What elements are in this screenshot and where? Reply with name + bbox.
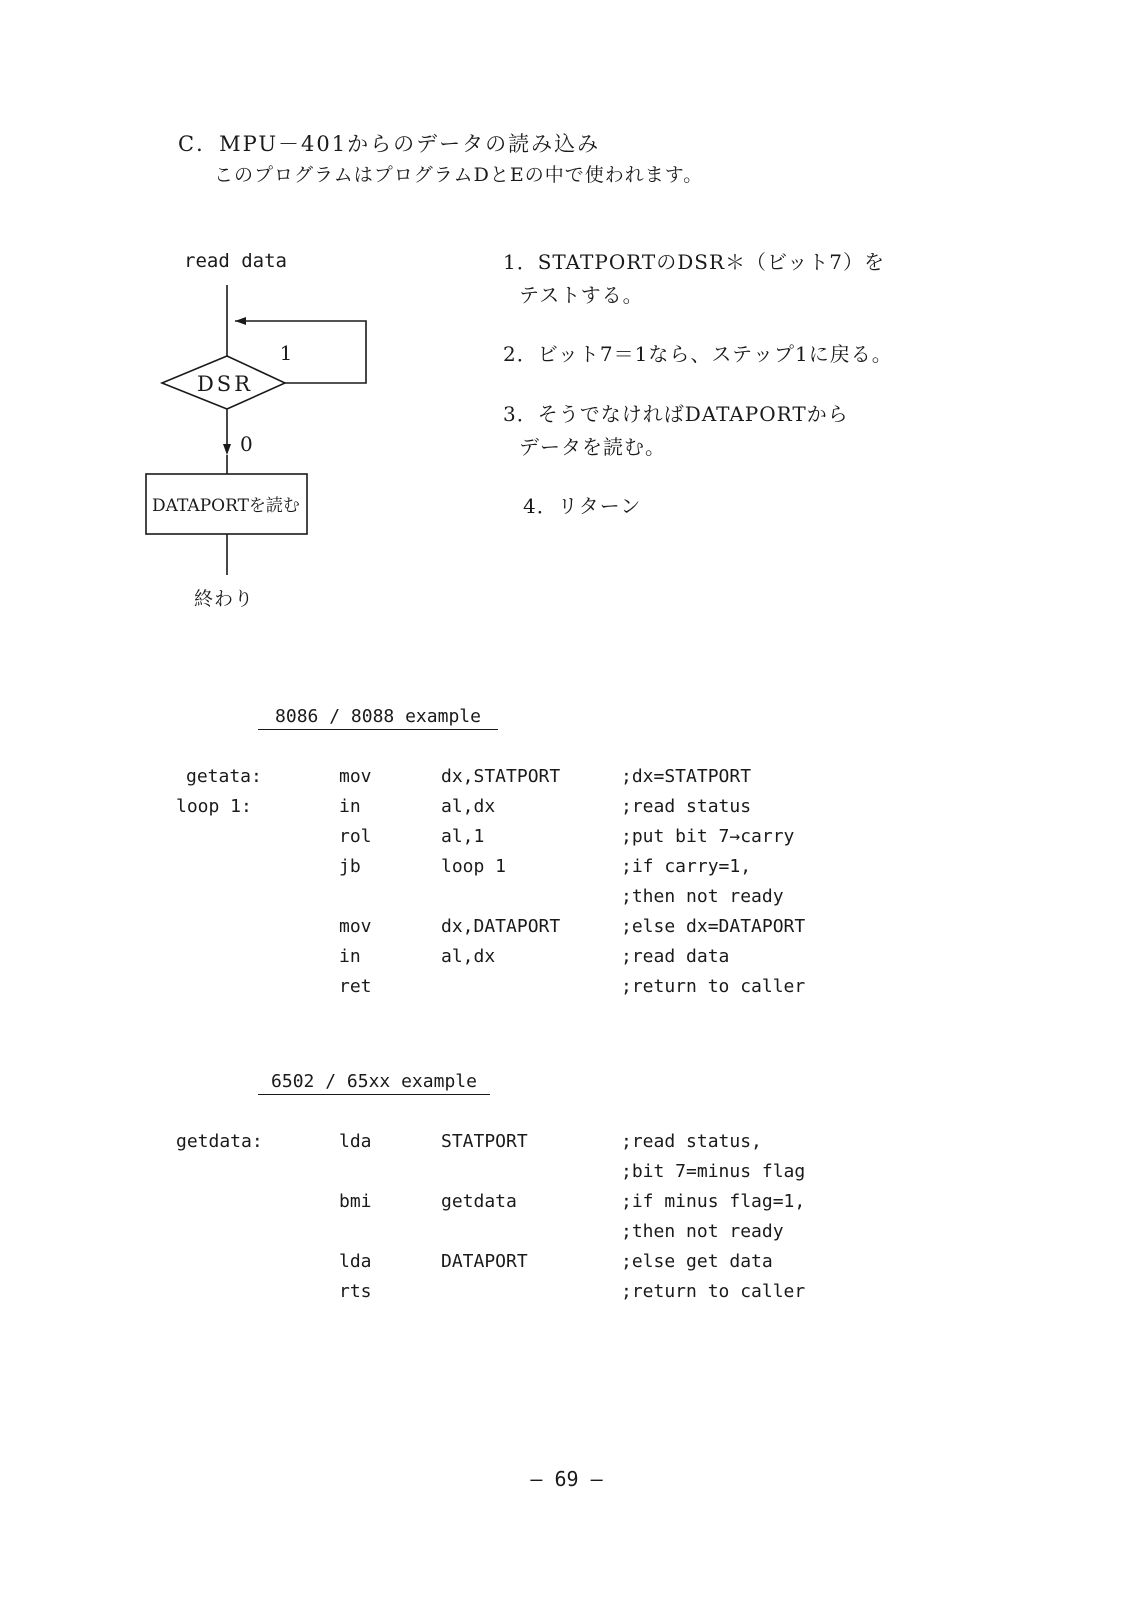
code-row: mov dx,DATAPORT ;else dx=DATAPORT: [339, 916, 806, 937]
step-4-line1: 4．リターン: [523, 494, 642, 518]
flow-end-label: 終わり: [194, 588, 255, 610]
flow-down-arrowhead: [223, 444, 231, 455]
flow-branch-label: 0: [240, 432, 253, 456]
example-8086-code: [176, 766, 876, 1016]
code-row: rol al,1 ;put bit 7→carry: [339, 826, 795, 847]
code-row: getata: mov dx,STATPORT ;dx=STATPORT: [186, 766, 752, 787]
step-4: [523, 490, 641, 523]
code-row: ;then not ready: [621, 886, 784, 907]
code-row: in al,dx ;read data: [339, 946, 730, 967]
code-row: ret ;return to caller: [339, 976, 806, 997]
step-1-line2: テストする。: [519, 283, 644, 307]
section-subheading: このプログラムはプログラムDとEの中で使われます。: [214, 164, 704, 186]
step-2: [503, 338, 893, 371]
code-row: ;bit 7=minus flag: [621, 1161, 806, 1182]
code-row: bmi getdata ;if minus flag=1,: [339, 1191, 806, 1212]
step-1: [503, 246, 885, 312]
step-1-line1: 1．STATPORTのDSR＊（ビット7）を: [503, 250, 885, 274]
code-row: jb loop 1 ;if carry=1,: [339, 856, 752, 877]
flow-process-label: DATAPORTを読む: [152, 496, 300, 516]
flow-loop-arrowhead: [235, 317, 246, 325]
example-6502-code: [176, 1131, 876, 1321]
code-row: loop 1: in al,dx ;read status: [176, 796, 752, 817]
step-3-line1: 3．そうでなければDATAPORTから: [503, 402, 849, 426]
section-heading: C．MPU－401からのデータの読み込み: [178, 132, 601, 156]
code-row: rts ;return to caller: [339, 1281, 806, 1302]
flow-decision-label: DSR: [196, 372, 254, 396]
flow-loop-label: 1: [279, 341, 293, 365]
code-row: getdata: lda STATPORT ;read status,: [176, 1131, 762, 1152]
step-2-line1: 2．ビット7＝1なら、ステップ1に戻る。: [503, 342, 893, 366]
step-3: [503, 398, 849, 464]
step-3-line2: データを読む。: [519, 435, 666, 459]
flow-start-label: read data: [184, 250, 287, 272]
code-row: ;then not ready: [621, 1221, 784, 1242]
page-number: — 69 —: [530, 1467, 603, 1491]
code-row: lda DATAPORT ;else get data: [339, 1251, 773, 1272]
example-6502-title: 6502 / 65xx example: [258, 1071, 490, 1095]
example-8086-title: 8086 / 8088 example: [258, 706, 498, 730]
flowchart-diagram: [140, 255, 380, 625]
